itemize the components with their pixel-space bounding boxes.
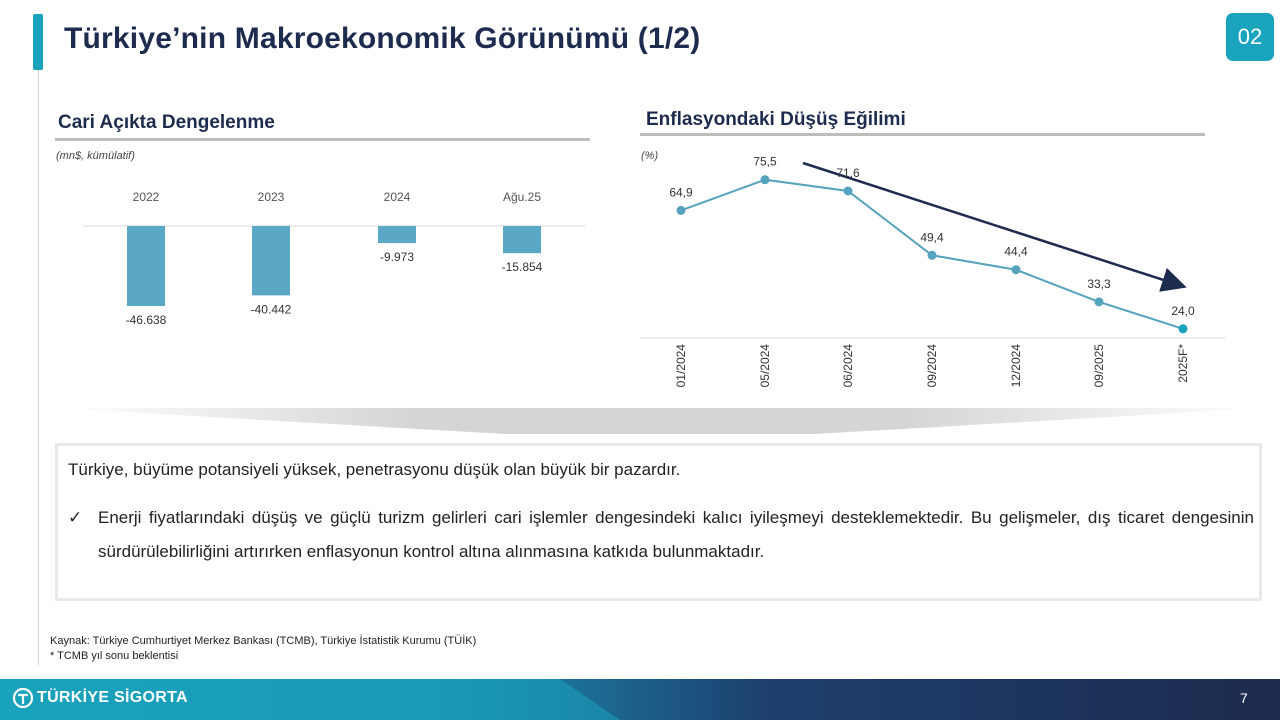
line-category-label: 09/2024: [925, 344, 939, 388]
line-point: [1012, 265, 1021, 274]
bar-category-label: Ağu.25: [502, 190, 542, 204]
line-chart-unit: (%): [641, 150, 659, 162]
bar-category-label: 2023: [257, 190, 285, 204]
line-category-label: 2025F*: [1176, 344, 1190, 383]
line-point: [677, 206, 686, 215]
line-value-label: 33,3: [1087, 276, 1111, 291]
checkmark-icon: ✓: [68, 508, 83, 527]
brand-name: TÜRKİYE SİGORTA: [37, 689, 188, 706]
line-value-label: 75,5: [753, 154, 777, 169]
page-title: Türkiye’nin Makroekonomik Görünümü (1/2): [64, 22, 701, 55]
bar-category-label: 2022: [132, 190, 160, 204]
line-point: [1179, 324, 1188, 333]
source-note: [50, 634, 476, 664]
line-point: [761, 175, 770, 184]
line-category-label: 05/2024: [758, 344, 772, 388]
line-category-label: 01/2024: [674, 344, 688, 388]
summary-bullet-text: Enerji fiyatlarındaki düşüş ve güçlü turizm gelirleri cari işlemler dengesindeki kalıcı iyileşmeyi desteklemektedir. Bu gelişmeler, dış ticaret dengesinin sürdürülebilirliğini artırırken enflasyonun kontrol altına alınmasına katkıda bulunmaktadır.: [98, 508, 1254, 561]
summary-lead: Türkiye, büyüme potansiyeli yüksek, penetrasyonu düşük olan büyük bir pazardır.: [68, 460, 681, 479]
footer-band: [0, 675, 1280, 720]
bar-value-label: -40.442: [250, 302, 292, 317]
page-number: 7: [1240, 690, 1248, 706]
footnote-line: * TCMB yıl sonu beklentisi: [50, 650, 179, 662]
line-value-label: 49,4: [920, 230, 944, 245]
source-line: Kaynak: Türkiye Cumhurtiyet Merkez Bankası (TCMB), Türkiye İstatistik Kurumu (TÜİK): [50, 635, 477, 647]
summary-box: [55, 443, 1262, 601]
bar-chart-title: Cari Açıkta Dengelenme: [58, 112, 275, 133]
line-value-label: 24,0: [1171, 303, 1195, 318]
line-point: [1095, 297, 1104, 306]
turkiye-sigorta-logo-icon: [12, 687, 34, 709]
line-category-label: 12/2024: [1009, 344, 1023, 388]
bar-value-label: -46.638: [125, 313, 167, 327]
line-value-label: 44,4: [1004, 244, 1028, 259]
trend-arrow: [803, 163, 1182, 286]
bar-category-label: 2024: [383, 190, 411, 204]
summary-bullet-row: [68, 501, 1254, 569]
line-value-label: 71,6: [836, 165, 860, 180]
line-point: [844, 186, 853, 195]
line-value-label: 64,9: [669, 185, 693, 200]
bar-value-label: -15.854: [501, 260, 543, 275]
funnel-divider: [55, 408, 1265, 434]
line-category-label: 06/2024: [841, 344, 855, 388]
line-chart-title: Enflasyondaki Düşüş Eğilimi: [646, 109, 906, 130]
line-category-label: 09/2025: [1092, 344, 1106, 388]
brand-logo: [12, 687, 188, 709]
bar-chart-unit: (mn$, kümülatif): [56, 150, 135, 162]
section-number-badge: 02: [1226, 13, 1274, 61]
bar-value-label: -9.973: [379, 250, 415, 265]
line-point: [928, 251, 937, 260]
